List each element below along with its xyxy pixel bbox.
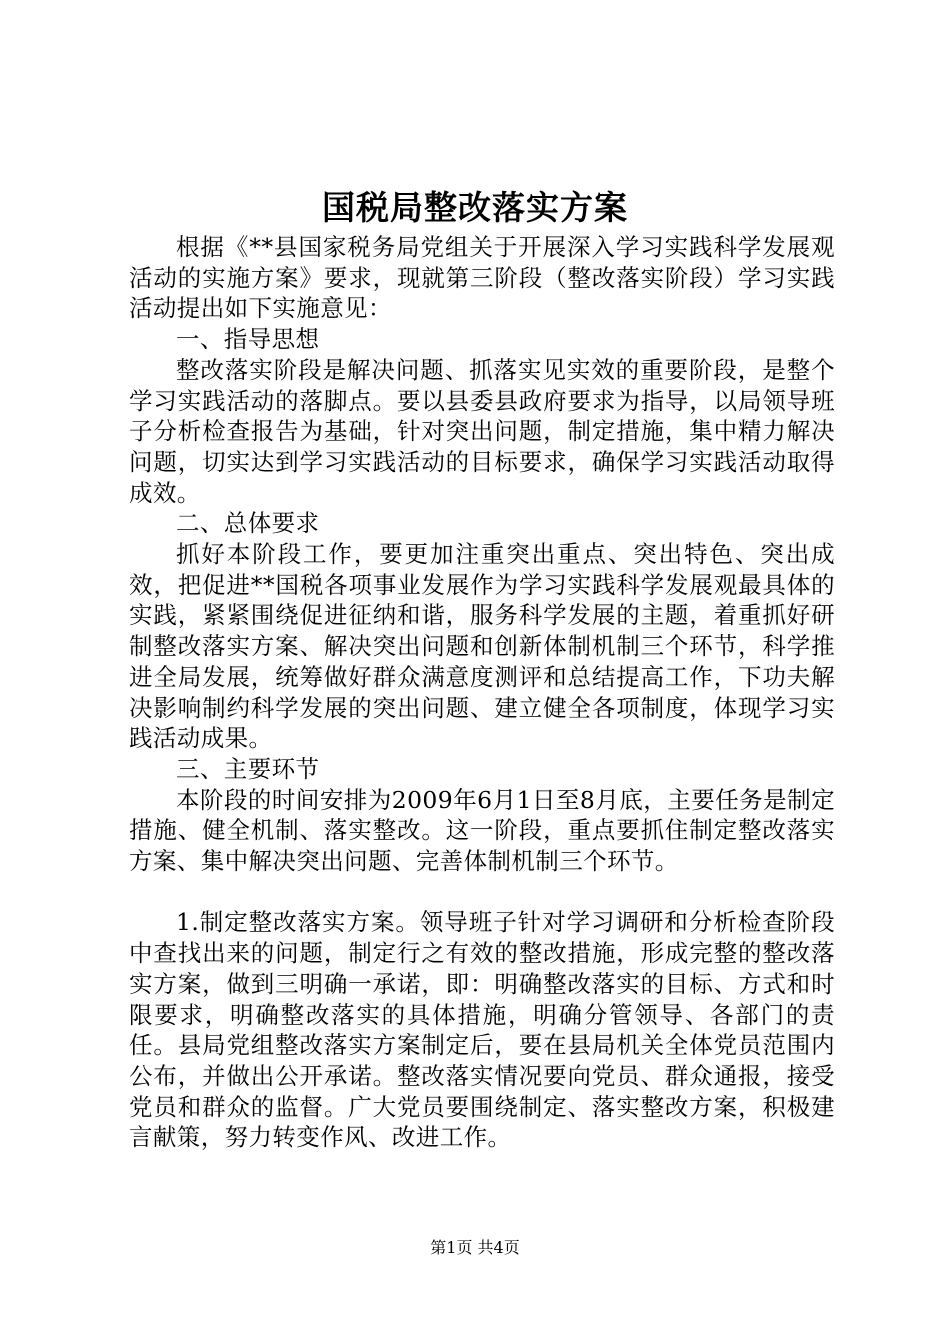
main-steps-paragraph: 本阶段的时间安排为2009年6月1日至8月底，主要任务是制定措施、健全机制、落实整改。这一阶段，重点要抓住制定整改落实方案、集中解决突出问题、完善体制机制三个环节。 xyxy=(129,785,835,876)
section-heading-overall-requirements: 二、总体要求 xyxy=(176,509,320,538)
document-title: 国税局整改落实方案 xyxy=(322,188,628,227)
section-heading-guiding-ideology: 一、指导思想 xyxy=(176,325,320,354)
step-one-paragraph: 1.制定整改落实方案。领导班子针对学习调研和分析检查阶段中查找出来的问题，制定行之有效的整改措施，形成完整的整改落实方案，做到三明确一承诺，即：明确整改落实的目标、方式和时限要求，明确整改落实的具体措施，明确分管领导、各部门的责任。县局党组整改落实方案制定后，要在县局机关全体党员范围内公布，并做出公开承诺。整改落实情况要向党员、群众通报，接受党员和群众的监督。广大党员要围绕制定、落实整改方案，积极建言献策，努力转变作风、改进工作。 xyxy=(129,908,835,1152)
paragraph-spacer xyxy=(129,877,835,908)
intro-paragraph: 根据《**县国家税务局党组关于开展深入学习实践科学发展观活动的实施方案》要求，现就第三阶段（整改落实阶段）学习实践活动提出如下实施意见： xyxy=(129,233,835,323)
document-body xyxy=(129,232,835,1153)
section-heading-main-steps: 三、主要环节 xyxy=(176,754,320,783)
guiding-ideology-paragraph: 整改落实阶段是解决问题、抓落实见实效的重要阶段，是整个学习实践活动的落脚点。要以县委县政府要求为指导，以局领导班子分析检查报告为基础，针对突出问题，制定措施，集中精力解决问题，切实达到学习实践活动的目标要求，确保学习实践活动取得成效。 xyxy=(129,355,835,507)
page-footer: 第1页 共4页 xyxy=(430,1238,520,1257)
overall-requirements-paragraph: 抓好本阶段工作，要更加注重突出重点、突出特色、突出成效，把促进**国税各项事业发展作为学习实践科学发展观最具体的实践，紧紧围绕促进征纳和谐，服务科学发展的主题，着重抓好研制整改落实方案、解决突出问题和创新体制机制三个环节，科学推进全局发展，统筹做好群众满意度测评和总结提高工作，下功夫解决影响制约科学发展的突出问题、建立健全各项制度，体现学习实践活动成果。 xyxy=(129,540,835,753)
